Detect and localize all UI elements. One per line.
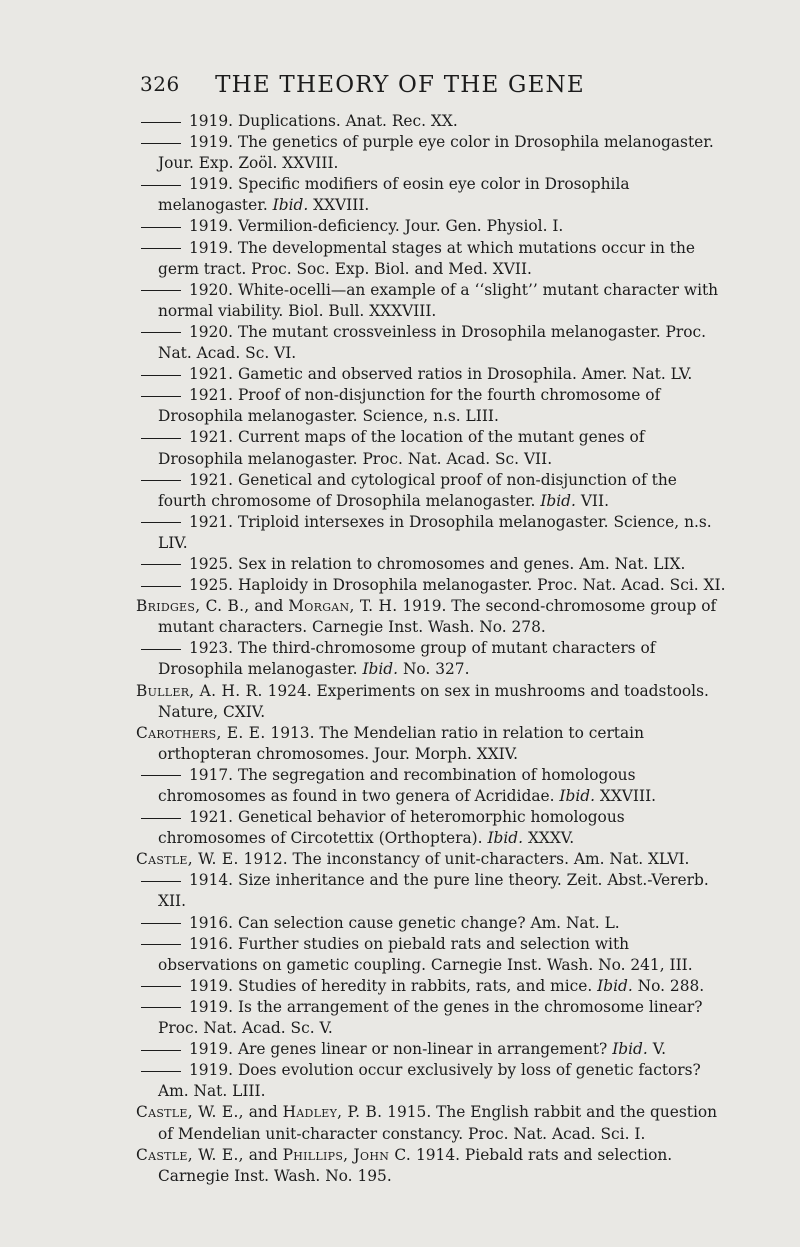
reference-entry [136,554,726,575]
reference-text: 1919. Are genes linear or non-linear in arrangement? [189,1040,613,1059]
reference-text-tail: No. 288. [632,976,705,995]
ditto-dash [141,1050,181,1051]
ditto-dash [141,923,181,924]
reference-entry [136,111,726,132]
reference-text: 1919. Studies of heredity in rabbits, rats, and mice. [189,976,598,995]
reference-entry [136,596,726,638]
reference-entry [136,1060,726,1102]
reference-entry [136,1102,726,1144]
reference-ibid: Ibid. [272,196,309,215]
reference-entry [136,870,726,912]
reference-entry [136,723,726,765]
reference-entry [136,997,726,1039]
reference-text: 1917. The segregation and recombination of homologous chromosomes as found in two genera of Acrididae. [158,765,636,805]
reference-entry [136,216,726,237]
ditto-dash [141,818,181,819]
reference-text-tail: No. 327. [398,660,470,679]
reference-entry [136,976,726,997]
ditto-dash [141,480,181,481]
reference-conjunction: and [243,1145,283,1164]
reference-entry [136,174,726,216]
reference-entry [136,280,726,322]
ditto-dash [141,986,181,987]
reference-text: 1925. Haploidy in Drosophila melanogaster. Proc. Nat. Acad. Sci. XI. [189,576,726,595]
reference-conjunction: and [243,1103,283,1122]
ditto-dash [141,122,181,123]
ditto-dash [141,564,181,565]
reference-text: 1920. The mutant crossveinless in Drosophila melanogaster. Proc. Nat. Acad. Sc. VI. [158,322,707,363]
ditto-dash [141,396,181,397]
reference-text: 1915. The English rabbit and the question of Mendelian unit-character constancy. Proc. Nat. Acad. Sci. I. [158,1103,718,1143]
ditto-dash [141,227,181,228]
reference-text: 1914. Size inheritance and the pure line theory. Zeit. Abst.-Vererb. XII. [158,871,709,911]
reference-text: 1924. Experiments on sex in mushrooms and toadstools. Nature, CXIV. [158,681,709,721]
reference-entry [136,364,726,385]
ditto-dash [141,775,181,776]
reference-text: 1925. Sex in relation to chromosomes and genes. Am. Nat. LIX. [189,554,686,573]
reference-text: 1921. Genetical and cytological proof of non-disjunction of the fourth chromosome of Drosophila melanogaster. [158,470,677,510]
reference-text: 1919. The genetics of purple eye color in Drosophila melanogaster. Jour. Exp. Zoöl. XXVIII. [158,133,714,173]
reference-text: 1919. The developmental stages at which mutations occur in the germ tract. Proc. Soc. Exp. Biol. and Med. XVII. [158,238,695,278]
reference-author: Castle, W. E., [136,1145,244,1164]
reference-text-tail: V. [647,1040,667,1059]
page-number: 326 [140,72,180,96]
reference-text: 1912. The inconstancy of unit-characters. Am. Nat. XLVI. [238,850,690,869]
reference-entry [136,470,726,512]
ditto-dash [141,185,181,186]
running-head [140,72,660,104]
reference-ibid: Ibid. [597,976,633,995]
ditto-dash [141,649,181,650]
reference-entry [136,807,726,849]
reference-entry [136,849,726,870]
reference-text: 1921. Current maps of the location of the mutant genes of Drosophila melanogaster. Proc. Nat. Acad. Sc. VII. [158,428,645,468]
ditto-dash [141,290,181,291]
reference-text: 1919. Duplications. Anat. Rec. XX. [189,112,458,130]
ditto-dash [141,438,181,439]
reference-entry [136,638,726,680]
reference-text: 1914. Piebald rats and selection. Carnegie Inst. Wash. No. 195. [158,1145,673,1185]
reference-text: 1921. Gametic and observed ratios in Drosophila. Amer. Nat. LV. [189,365,693,384]
reference-text-tail: XXVIII. [595,787,657,805]
reference-text: 1921. Triploid intersexes in Drosophila melanogaster. Science, n.s. LIV. [158,512,712,552]
running-title: THE THEORY OF THE GENE [215,72,585,98]
reference-author: Bridges, C. B., [136,597,250,616]
reference-entry [136,934,726,976]
reference-entry [136,765,726,807]
reference-text: 1916. Further studies on piebald rats and selection with observations on gametic coupling. Carnegie Inst. Wash. No. 241, III. [158,934,693,974]
reference-author: Castle, W. E., [136,1103,244,1122]
ditto-dash [141,586,181,587]
reference-entry [136,512,726,554]
ditto-dash [141,1071,181,1072]
ditto-dash [141,522,181,523]
ditto-dash [141,375,181,376]
reference-entry [136,322,726,364]
ditto-dash [141,1007,181,1008]
reference-text: 1919. Does evolution occur exclusively by loss of genetic factors? Am. Nat. LIII. [158,1061,701,1101]
reference-text: 1920. White-ocelli—an example of a ‘‘slight’’ mutant character with normal viability. Biol. Bull. XXXVIII. [158,280,719,320]
reference-text-tail: XXXV. [523,829,575,848]
reference-text: 1916. Can selection cause genetic change? Am. Nat. L. [189,913,620,932]
reference-entry [136,385,726,427]
ditto-dash [141,332,181,333]
ditto-dash [141,944,181,945]
reference-entry [136,427,726,469]
reference-text: 1921. Genetical behavior of heteromorphic homologous chromosomes of Circotettix (Orthoptera). [158,808,625,848]
reference-text: 1919. The second-chromosome group of mutant characters. Carnegie Inst. Wash. No. 278. [158,597,717,637]
reference-entry [136,238,726,280]
reference-text: 1913. The Mendelian ratio in relation to certain orthopteran chromosomes. Jour. Morph. XXIV. [158,723,645,763]
reference-ibid: Ibid. [540,491,576,510]
reference-coauthor: Phillips, John C. [282,1145,412,1164]
reference-text: 1919. Specific modifiers of eosin eye color in Drosophila melanogaster. [158,175,630,215]
ditto-dash [141,881,181,882]
reference-ibid: Ibid. [559,787,595,805]
reference-ibid: Ibid. [362,660,399,679]
reference-text-tail: XXVIII. [308,196,370,215]
reference-ibid: Ibid. [487,829,524,848]
reference-author: Buller, A. H. R. [136,681,263,700]
reference-entry [136,575,726,596]
reference-text-tail: VII. [575,491,609,510]
reference-list [136,111,726,1187]
reference-text: 1919. Vermilion-deficiency. Jour. Gen. Physiol. I. [189,217,564,236]
reference-entry [136,1145,726,1187]
reference-author: Castle, W. E. [136,850,239,869]
reference-entry [136,681,726,723]
reference-coauthor: Morgan, T. H. [288,597,398,616]
reference-coauthor: Hadley, P. B. [282,1103,383,1122]
reference-author: Carothers, E. E. [136,723,266,742]
reference-conjunction: and [249,597,289,616]
ditto-dash [141,248,181,249]
reference-entry [136,132,726,174]
reference-ibid: Ibid. [612,1040,648,1059]
reference-entry [136,1039,726,1060]
reference-text: 1923. The third-chromosome group of mutant characters of Drosophila melanogaster. [158,639,656,679]
ditto-dash [141,143,181,144]
reference-text: 1921. Proof of non-disjunction for the fourth chromosome of Drosophila melanogaster. Science, n.s. LIII. [158,386,661,426]
reference-entry [136,913,726,934]
reference-text: 1919. Is the arrangement of the genes in the chromosome linear? Proc. Nat. Acad. Sc. V. [158,997,703,1038]
